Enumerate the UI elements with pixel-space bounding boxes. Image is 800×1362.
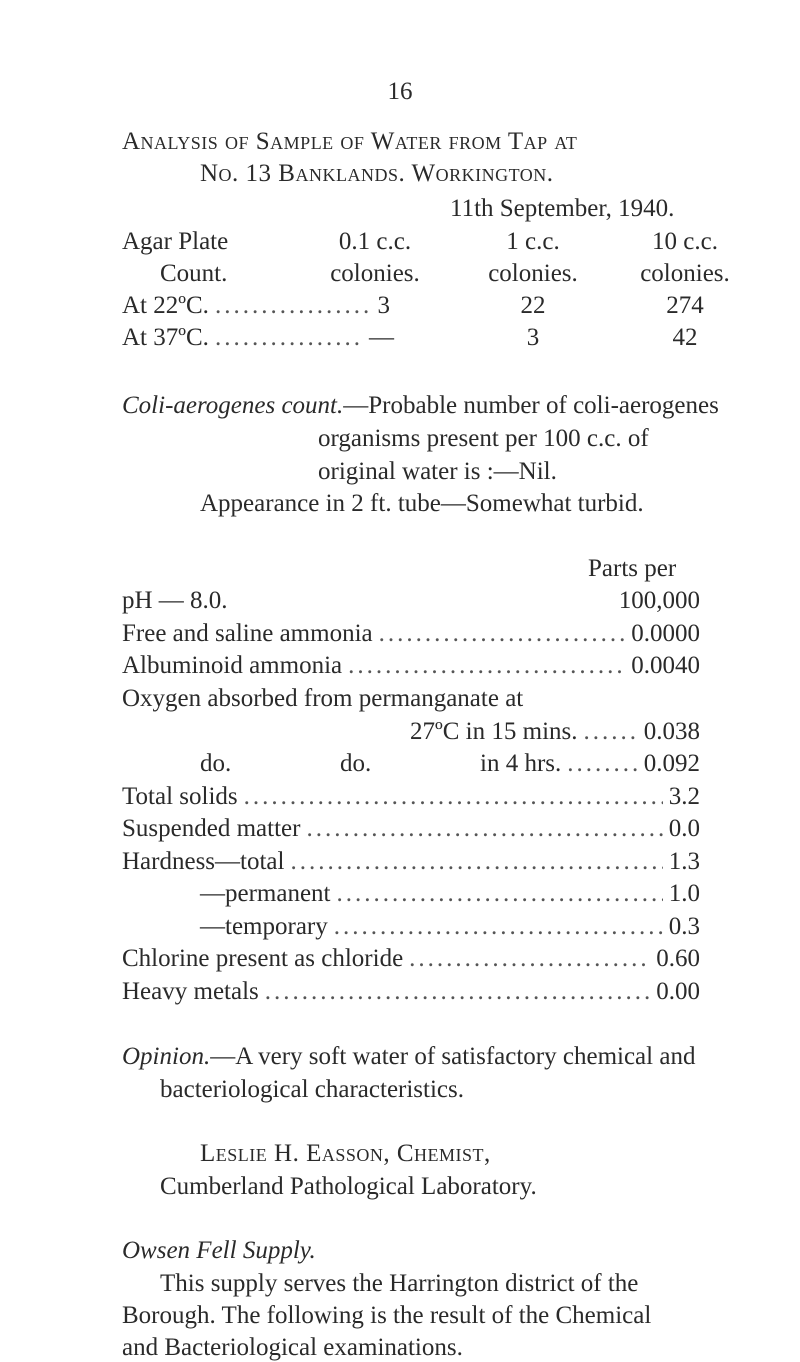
item-label: Heavy metals — [122, 978, 259, 1005]
dot-leader — [567, 750, 638, 778]
dot-leader — [215, 324, 363, 352]
item-label: Free and saline ammonia — [122, 620, 373, 647]
item-label: Suspended matter — [122, 815, 301, 842]
plate-label-line2: Count. — [160, 260, 228, 287]
report-title-line2: No. 13 Banklands. Workington. — [200, 160, 554, 187]
item-value: 0.60 — [656, 945, 700, 972]
row-value-col1: 3 — [377, 292, 390, 319]
col3-header-line1: 10 c.c. — [652, 228, 718, 255]
plate-label-line1: Agar Plate — [122, 228, 229, 255]
signature-line2: Cumberland Pathological Laboratory. — [160, 1173, 537, 1200]
table-row — [122, 324, 394, 352]
col2-header-line2: colonies. — [488, 260, 578, 287]
section-text-line2: Borough. The following is the result of the Chemical — [122, 1302, 652, 1329]
dot-leader — [348, 652, 625, 680]
ditto-mark: do. — [200, 750, 232, 777]
section-text-line1: This supply serves the Harrington district of the — [160, 1270, 639, 1297]
row-value-col2: 3 — [526, 324, 540, 351]
units-line1: Parts per — [588, 555, 677, 582]
row-value-col3: 274 — [666, 292, 704, 319]
item-label: —temporary — [200, 913, 328, 940]
list-item — [122, 783, 700, 811]
dot-leader — [409, 945, 650, 973]
dot-leader — [584, 718, 638, 746]
dot-leader — [265, 978, 650, 1006]
list-item — [410, 718, 700, 746]
dot-leader — [215, 292, 372, 320]
item-value: 0.038 — [643, 718, 700, 745]
item-value: 1.3 — [668, 848, 700, 875]
list-item — [122, 620, 700, 648]
section-heading: Owsen Fell Supply. — [122, 1237, 316, 1264]
row-value-col2: 22 — [520, 292, 546, 319]
page-number: 16 — [387, 78, 413, 105]
opinion-text-line2: bacteriological characteristics. — [160, 1076, 465, 1103]
col1-header-line1: 0.1 c.c. — [338, 228, 412, 255]
list-item — [200, 913, 700, 941]
row-label: At 37ºC. — [122, 324, 209, 351]
dot-leader — [244, 783, 663, 811]
appearance-line: Appearance in 2 ft. tube—Somewhat turbid. — [200, 490, 644, 517]
dot-leader — [306, 815, 662, 843]
item-value: 0.00 — [656, 978, 700, 1005]
col3-header-line2: colonies. — [640, 260, 730, 287]
ph-value: pH — 8.0. — [122, 587, 228, 614]
item-label: 27ºC in 15 mins. — [410, 718, 578, 745]
opinion-heading: Opinion. — [122, 1043, 211, 1070]
item-value: 0.0000 — [631, 620, 700, 647]
item-label: Albuminoid ammonia — [122, 652, 343, 679]
dot-leader — [290, 848, 662, 876]
list-item — [122, 945, 700, 973]
item-label: Chlorine present as chloride — [122, 945, 404, 972]
list-item — [122, 815, 700, 843]
dot-leader — [337, 880, 663, 908]
list-item — [480, 750, 700, 778]
opinion-text-line1: —A very soft water of satisfactory chemical and — [210, 1043, 696, 1070]
coli-paragraph-line1 — [122, 392, 719, 420]
dot-leader — [334, 913, 663, 941]
ditto-mark: do. — [340, 750, 372, 777]
item-label: —permanent — [200, 880, 331, 907]
dot-leader — [379, 620, 626, 648]
units-line2: 100,000 — [618, 587, 700, 614]
oxygen-heading: Oxygen absorbed from permanganate at — [122, 685, 524, 712]
item-label: in 4 hrs. — [480, 750, 562, 777]
col2-header-line1: 1 c.c. — [506, 228, 560, 255]
coli-text-line1: —Probable number of coli-aerogenes — [343, 392, 719, 419]
list-item — [122, 848, 700, 876]
item-value: 1.0 — [668, 880, 700, 907]
item-label: Hardness—total — [122, 848, 285, 875]
row-label: At 22ºC. — [122, 292, 209, 319]
signature-line1: Leslie H. Easson, Chemist, — [200, 1140, 491, 1167]
item-value: 0.0 — [668, 815, 700, 842]
table-row — [122, 292, 390, 320]
item-value: 0.092 — [643, 750, 700, 777]
opinion-line1 — [122, 1043, 695, 1071]
coli-text-line3: original water is :—Nil. — [318, 458, 557, 485]
item-label: Total solids — [122, 783, 238, 810]
item-value: 3.2 — [668, 783, 700, 810]
list-item — [122, 978, 700, 1006]
col1-header-line2: colonies. — [330, 260, 420, 287]
report-title-line1: Analysis of Sample of Water from Tap at — [122, 128, 578, 155]
list-item — [200, 880, 700, 908]
report-date: 11th September, 1940. — [450, 195, 675, 222]
row-value-col3: 42 — [672, 324, 698, 351]
item-value: 0.0040 — [631, 652, 700, 679]
coli-heading: Coli-aerogenes count. — [122, 392, 344, 419]
item-value: 0.3 — [668, 913, 700, 940]
list-item — [122, 652, 700, 680]
section-text-line3: and Bacteriological examinations. — [122, 1334, 463, 1361]
coli-text-line2: organisms present per 100 c.c. of — [318, 425, 649, 452]
row-value-col1: — — [369, 324, 394, 351]
